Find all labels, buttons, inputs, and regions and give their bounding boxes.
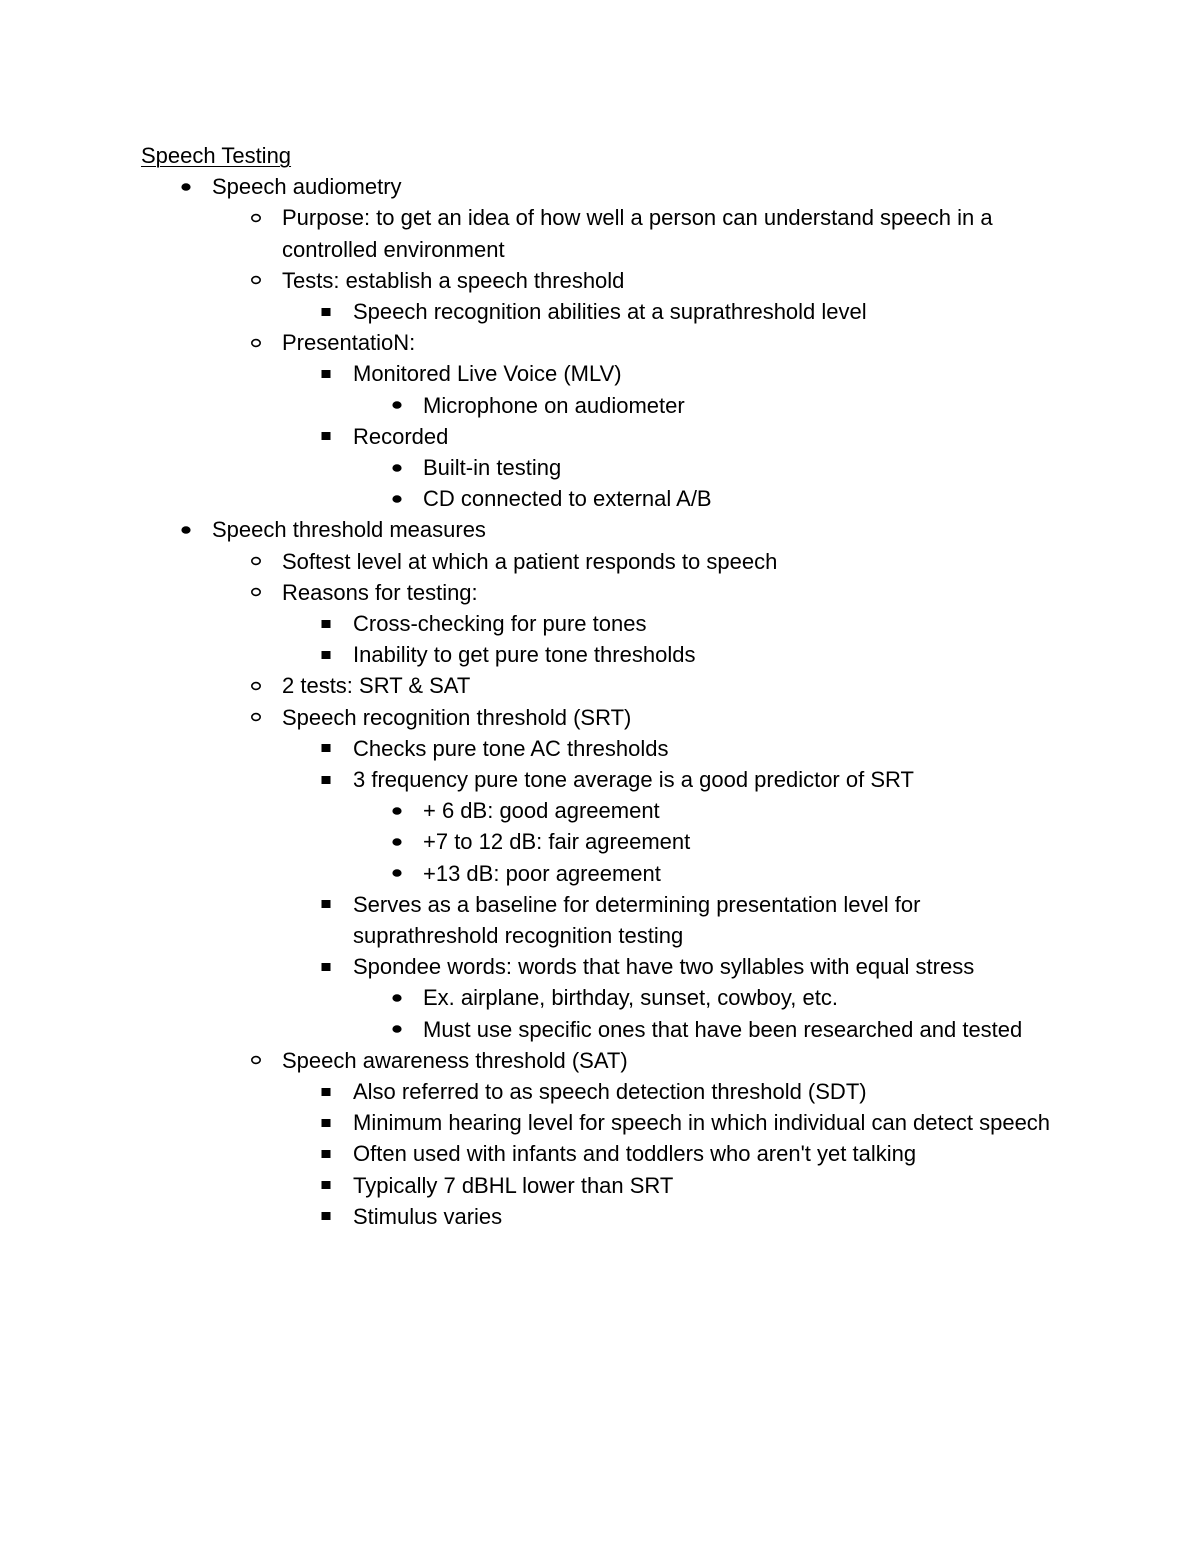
list-item-text: Cross-checking for pure tones: [353, 611, 647, 637]
list-item: [141, 1170, 1061, 1201]
list-item: [141, 265, 1061, 296]
list-item: [141, 1138, 1061, 1169]
list-item-text: Serves as a baseline for determining presentation level for suprathreshold recognition testing: [353, 891, 921, 949]
list-item: [141, 889, 1061, 951]
list-item-text: Checks pure tone AC thresholds: [353, 735, 669, 761]
list-item-text: Reasons for testing:: [282, 579, 478, 605]
list-item-text: Inability to get pure tone thresholds: [353, 642, 696, 668]
hollow-circle-bullet-icon: [249, 702, 289, 733]
list-item-text: +13 dB: poor agreement: [423, 860, 661, 886]
list-item: [141, 951, 1061, 982]
list-item: [141, 795, 1061, 826]
hollow-circle-bullet-icon: [249, 670, 289, 701]
list-item: [141, 1045, 1061, 1076]
list-item-text: Recorded: [353, 423, 449, 449]
list-item-text: Speech recognition abilities at a suprathreshold level: [353, 299, 867, 324]
hollow-circle-bullet-icon: [249, 327, 289, 358]
list-item-text: PresentatioN:: [282, 330, 416, 356]
list-item: [141, 296, 1061, 327]
list-item: [141, 608, 1061, 639]
list-item-text: 3 frequency pure tone average is a good predictor of SRT: [353, 767, 914, 793]
list-item-text: Must use specific ones that have been researched and tested: [423, 1016, 1023, 1042]
list-item-text: Spondee words: words that have two syllables with equal stress: [353, 954, 975, 980]
list-item-text: 2 tests: SRT & SAT: [282, 673, 471, 699]
filled-square-bullet-icon: [319, 421, 359, 452]
list-item-text: Tests: establish a speech threshold: [282, 267, 625, 293]
list-item: [141, 1076, 1061, 1107]
list-item: [141, 826, 1061, 857]
list-item: [141, 390, 1061, 421]
hollow-circle-bullet-icon: [249, 577, 289, 608]
list-item: [141, 858, 1061, 889]
filled-square-bullet-icon: [319, 1076, 359, 1107]
list-item: [141, 421, 1061, 452]
list-item: [141, 514, 1061, 545]
list-item: [141, 982, 1061, 1013]
hollow-circle-bullet-icon: [249, 546, 289, 577]
filled-circle-bullet-icon: [390, 858, 430, 889]
hollow-circle-bullet-icon: [249, 1045, 289, 1076]
list-item-text: Also referred to as speech detection threshold (SDT): [353, 1079, 867, 1105]
list-item: [141, 1201, 1061, 1232]
list-item-text: Purpose: to get an idea of how well a person can understand speech in a controlled environment: [282, 205, 993, 262]
document-title: Speech Testing: [141, 143, 292, 168]
bullet-list: [141, 171, 1061, 1232]
filled-square-bullet-icon: [319, 296, 359, 327]
list-item: [141, 577, 1061, 608]
list-item: [141, 171, 1061, 202]
filled-square-bullet-icon: [319, 639, 359, 670]
document-page: [141, 140, 1061, 1232]
filled-square-bullet-icon: [319, 608, 359, 639]
list-item-text: + 6 dB: good agreement: [423, 798, 660, 824]
list-item-text: +7 to 12 dB: fair agreement: [423, 829, 691, 855]
filled-square-bullet-icon: [319, 1170, 359, 1201]
filled-circle-bullet-icon: [390, 390, 430, 421]
filled-circle-bullet-icon: [390, 795, 430, 826]
list-item-text: Speech audiometry: [212, 174, 402, 200]
list-item: [141, 733, 1061, 764]
list-item-text: Ex. airplane, birthday, sunset, cowboy, etc.: [423, 985, 838, 1011]
list-item-text: Speech awareness threshold (SAT): [282, 1047, 628, 1073]
list-item: [141, 452, 1061, 483]
list-item-text: Speech recognition threshold (SRT): [282, 704, 632, 730]
list-item: [141, 1107, 1061, 1138]
filled-circle-bullet-icon: [390, 982, 430, 1013]
list-item: [141, 327, 1061, 358]
list-item-text: Speech threshold measures: [212, 517, 486, 543]
filled-circle-bullet-icon: [179, 514, 219, 545]
list-item-text: Monitored Live Voice (MLV): [353, 361, 622, 387]
list-item-text: Stimulus varies: [353, 1203, 503, 1229]
filled-circle-bullet-icon: [390, 1014, 430, 1045]
list-item: [141, 702, 1061, 733]
list-item: [141, 639, 1061, 670]
filled-square-bullet-icon: [319, 1138, 359, 1169]
list-item-text: Minimum hearing level for speech in which individual can detect speech: [353, 1110, 1051, 1136]
list-item: [141, 1014, 1061, 1045]
filled-square-bullet-icon: [319, 358, 359, 389]
filled-circle-bullet-icon: [390, 452, 430, 483]
filled-circle-bullet-icon: [179, 171, 219, 202]
filled-circle-bullet-icon: [390, 483, 430, 514]
filled-square-bullet-icon: [319, 733, 359, 764]
list-item: [141, 764, 1061, 795]
filled-square-bullet-icon: [319, 764, 359, 795]
filled-square-bullet-icon: [319, 1201, 359, 1232]
list-item: [141, 670, 1061, 701]
list-item-text: Microphone on audiometer: [423, 392, 685, 418]
list-item: [141, 358, 1061, 389]
filled-square-bullet-icon: [319, 951, 359, 982]
list-item-text: Softest level at which a patient responds to speech: [282, 548, 778, 574]
filled-square-bullet-icon: [319, 1107, 359, 1138]
filled-square-bullet-icon: [319, 889, 359, 920]
hollow-circle-bullet-icon: [249, 265, 289, 296]
list-item-text: CD connected to external A/B: [423, 486, 712, 512]
list-item-text: Often used with infants and toddlers who aren't yet talking: [353, 1141, 917, 1167]
list-item-text: Typically 7 dBHL lower than SRT: [353, 1172, 674, 1198]
list-item: [141, 202, 1061, 264]
list-item-text: Built-in testing: [423, 455, 562, 481]
list-item: [141, 546, 1061, 577]
list-item: [141, 483, 1061, 514]
filled-circle-bullet-icon: [390, 826, 430, 857]
hollow-circle-bullet-icon: [249, 202, 289, 233]
